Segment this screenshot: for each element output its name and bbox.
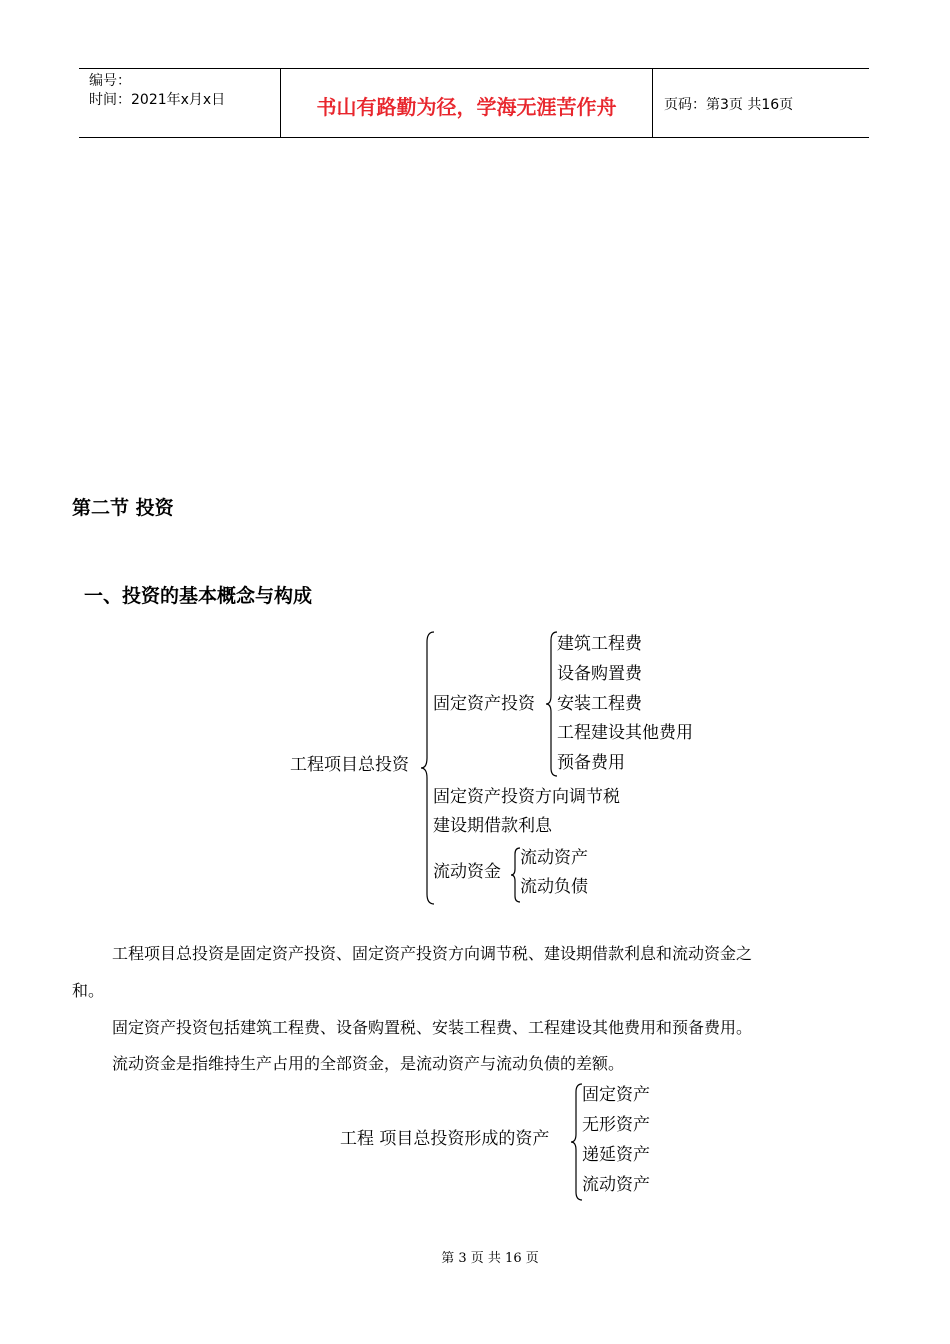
- fixed-item: 安装工程费: [557, 694, 642, 714]
- fixed-item: 工程建设其他费用: [557, 723, 693, 743]
- asset-item: 无形资产: [582, 1115, 650, 1135]
- subsection-title: 一、投资的基本概念与构成: [84, 585, 313, 607]
- asset-item: 递延资产: [582, 1145, 650, 1165]
- motto-text: 书山有路勤为径，学海无涯苦作舟: [316, 95, 617, 119]
- working-capital-label: 流动资金: [433, 862, 501, 882]
- tax-label: 固定资产投资方向调节税: [433, 787, 620, 807]
- page-footer: 第 3 页 共 16 页: [441, 1251, 539, 1266]
- asset-item: 固定资产: [582, 1085, 650, 1105]
- fixed-item: 预备费用: [557, 753, 625, 773]
- working-item: 流动负债: [520, 877, 588, 897]
- paragraph-working-capital: 流动资金是指维持生产占用的全部资金，是流动资产与流动负债的差额。: [112, 1054, 625, 1073]
- number-label: 编号：: [89, 73, 131, 89]
- section-title: 第二节 投资: [72, 497, 174, 519]
- fixed-item: 建筑工程费: [557, 634, 642, 654]
- fixed-investment-label: 固定资产投资: [433, 694, 535, 714]
- fixed-item: 设备购置费: [557, 664, 642, 684]
- page-code: 页码：第3页 共16页: [664, 97, 794, 113]
- assets-root-label: 工程 项目总投资形成的资产: [340, 1129, 550, 1149]
- header-motto-cell: [281, 69, 653, 137]
- page-header: [79, 68, 869, 138]
- time-label: 时间：2021年x月x日: [89, 92, 226, 108]
- asset-item: 流动资产: [582, 1175, 650, 1195]
- interest-label: 建设期借款利息: [433, 816, 552, 836]
- working-item: 流动资产: [520, 848, 588, 868]
- paragraph-total-investment: 工程项目总投资是固定资产投资、固定资产投资方向调节税、建设期借款利息和流动资金之: [112, 944, 753, 963]
- paragraph-fixed-investment: 固定资产投资包括建筑工程费、设备购置税、安装工程费、工程建设其他费用和预备费用。: [112, 1018, 753, 1037]
- header-page-cell: [654, 69, 869, 137]
- total-investment-label: 工程项目总投资: [290, 755, 409, 775]
- paragraph-total-investment-cont: 和。: [72, 981, 105, 1000]
- header-info-cell: [79, 69, 281, 137]
